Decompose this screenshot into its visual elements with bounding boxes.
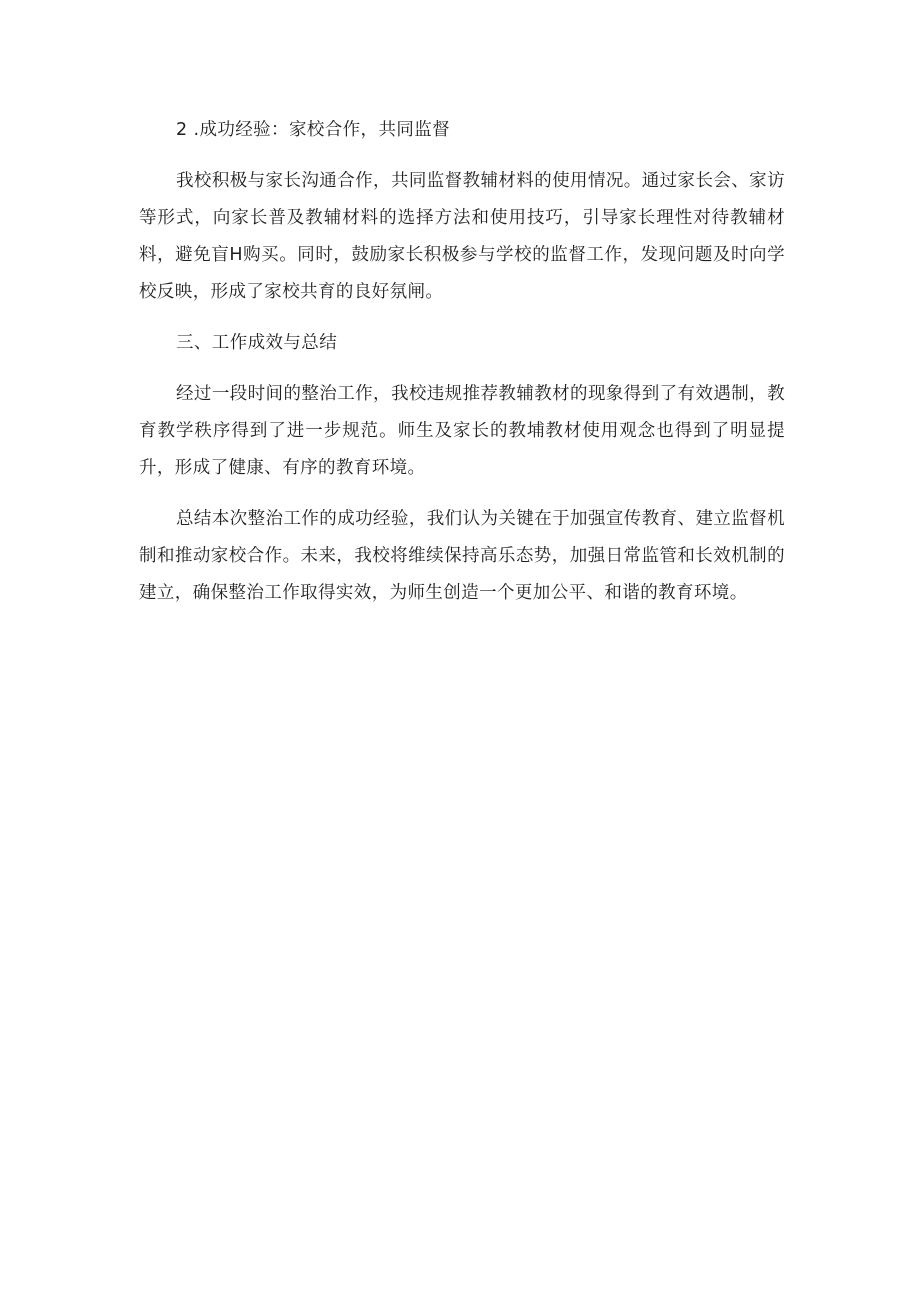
paragraph-summary: 总结本次整治工作的成功经验，我们认为关键在于加强宣传教育、建立监督机制和推动家校合作。未来，我校将维续保持高乐态势，加强日常监管和长效机制的建立，确保整治工作取得实效，为师生创造一个更加公平、和谐的教育环境。 <box>139 509 785 603</box>
paragraph-home-school-cooperation: 我校积极与家长沟通合作，共同监督教辅材料的使用情况。通过家长会、家访等形式，向家长普及教辅材料的选择方法和使用技巧，引导家长理性对待教辅材料，避免盲H购买。同时，鼓励家长积极参与学校的监督工作，发现问题及时向学校反映，形成了家校共育的良好氛闸。 <box>139 171 785 302</box>
section-heading-success-experience: 2 .成功经验：家校合作，共同监督 <box>176 120 451 140</box>
paragraph-results: 经过一段时间的整治工作，我校违规推荐教辅教材的现象得到了有效遇制，教育教学秩序得到了进一步规范。师生及家长的教埔教材使用观念也得到了明显提升，形成了健康、有序的教育环境。 <box>139 384 785 478</box>
section-heading-results-summary: 三、工作成效与总结 <box>176 333 338 353</box>
document-body <box>139 112 785 626</box>
